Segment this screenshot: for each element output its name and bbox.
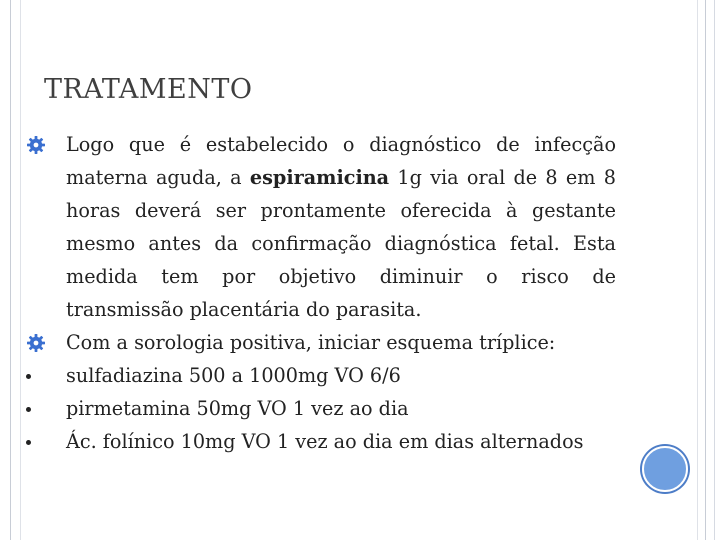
bullet-item-pirmetamina <box>26 392 616 425</box>
dot-bullet-icon <box>26 407 31 412</box>
bullet-item-acido-folinico <box>26 425 616 458</box>
gear-bullet-icon <box>26 333 46 353</box>
dot-bullet-icon <box>26 374 31 379</box>
slide-edge-line <box>714 0 715 540</box>
bullet-item-sulfadiazina <box>26 359 616 392</box>
drug-name-emphasis: espiramicina <box>249 166 390 189</box>
bullet-text: Logo que é estabelecido o diagnóstico de infecção materna aguda, a espiramicina 1g via oral de 8 em 8 horas deverá ser prontamente oferecida à gestante mesmo antes da confirmação diagnóstica fetal. Esta medida tem por objetivo diminuir o risco de transmissão placentária do parasita. <box>66 133 616 321</box>
slide-body <box>26 128 616 458</box>
bullet-text: Com a sorologia positiva, iniciar esquema tríplice: <box>66 331 556 354</box>
decorative-circle-icon <box>642 446 688 492</box>
bullet-item-treatment-intro <box>26 128 616 326</box>
slide-title: TRATAMENTO <box>44 74 253 105</box>
bullet-text: pirmetamina 50mg VO 1 vez ao dia <box>66 397 409 420</box>
dot-bullet-icon <box>26 440 31 445</box>
gear-bullet-icon <box>26 135 46 155</box>
bullet-text: Ác. folínico 10mg VO 1 vez ao dia em dias alternados <box>66 430 584 453</box>
bullet-text: sulfadiazina 500 a 1000mg VO 6/6 <box>66 364 401 387</box>
bullet-item-triple-scheme <box>26 326 616 359</box>
